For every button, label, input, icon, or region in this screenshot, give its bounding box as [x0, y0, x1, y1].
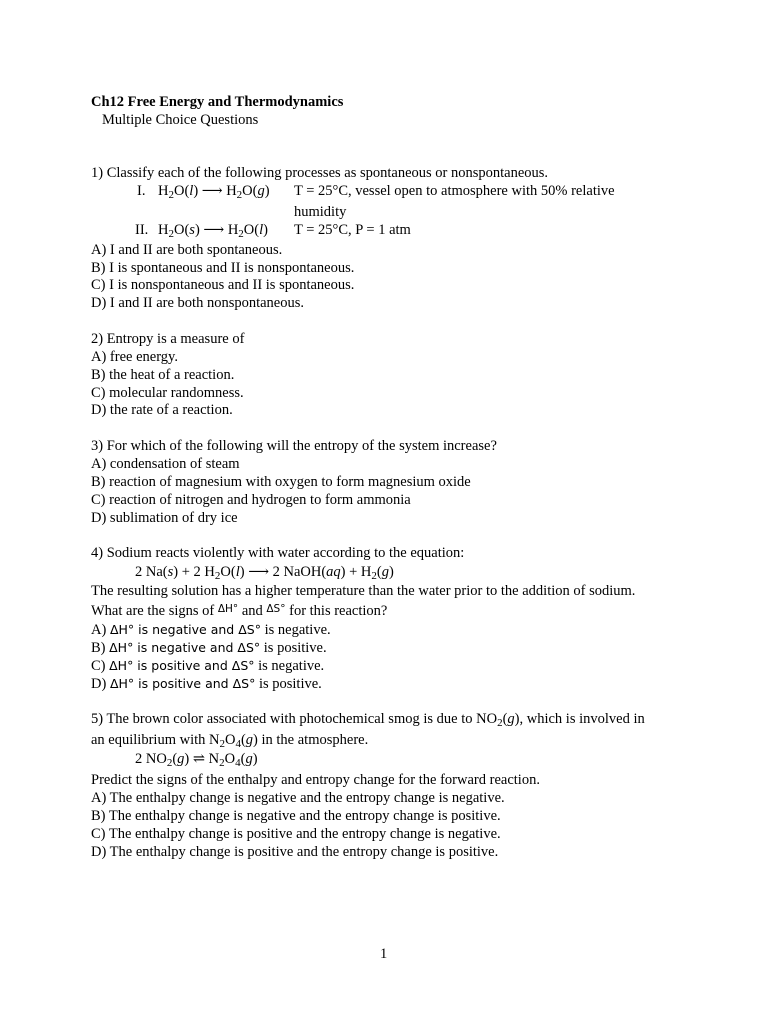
q2-option-d: D) the rate of a reaction. [91, 402, 233, 418]
q5-prompt: Predict the signs of the enthalpy and entropy change for the forward reaction. [91, 772, 540, 788]
q5-equilibrium-text: an equilibrium with $N_2O_4(g)$ in the atmosphere. [91, 732, 369, 750]
q3-option-a: A) condensation of steam [91, 456, 240, 472]
q1-process-ii-conditions: T = 25°C, P = 1 atm [294, 222, 411, 238]
q4-option-c: C) ΔH° is positive and ΔS° is negative. [91, 658, 325, 674]
q4-question: What are the signs of $^{\Delta H^\circ}$ and $^{\Delta S^\circ}$ for this reaction? [91, 603, 388, 619]
q4-option-a: A) ΔH° is negative and ΔS° is negative. [91, 622, 331, 638]
document-title: Ch12 Free Energy and Thermodynamics [91, 94, 344, 110]
q3-option-b: B) reaction of magnesium with oxygen to form magnesium oxide [91, 474, 471, 490]
q1-process-i-conditions: T = 25°C, vessel open to atmosphere with 50% relative [294, 183, 615, 199]
q4-option-d: D) ΔH° is positive and ΔS° is positive. [91, 676, 322, 692]
q5-equation: 2 $NO_2(g)$ ⇌ $N_2O_4(g)$ [135, 751, 258, 769]
q5-option-a: A) The enthalpy change is negative and the entropy change is negative. [91, 790, 505, 806]
q1-option-d: D) I and II are both nonspontaneous. [91, 295, 305, 311]
q3-option-c: C) reaction of nitrogen and hydrogen to form ammonia [91, 492, 411, 508]
question-1-stem: 1) Classify each of the following processes as spontaneous or nonspontaneous. [91, 165, 549, 181]
q3-option-d: D) sublimation of dry ice [91, 510, 238, 526]
q1-process-i-label: I. [137, 183, 146, 199]
q1-process-ii-label: II. [135, 222, 149, 238]
question-4-stem: 4) Sodium reacts violently with water according to the equation: [91, 545, 465, 561]
q5-option-c: C) The enthalpy change is positive and the entropy change is negative. [91, 826, 501, 842]
q5-option-d: D) The enthalpy change is positive and the entropy change is positive. [91, 844, 499, 860]
q1-process-i-conditions-cont: humidity [294, 204, 347, 220]
q1-process-ii-equation: $H_2O(s)$ ⟶ $H_2O(l)$ [158, 222, 268, 240]
question-3-stem: 3) For which of the following will the entropy of the system increase? [91, 438, 497, 454]
q4-equation: 2 Na(s) + 2 $H_2O(l)$ ⟶ 2 NaOH(aq) + $H_2(g)$ [135, 564, 394, 582]
q1-option-b: B) I is spontaneous and II is nonspontaneous. [91, 260, 355, 276]
q4-context: The resulting solution has a higher temperature than the water prior to the addition of sodium. [91, 583, 636, 599]
q2-option-b: B) the heat of a reaction. [91, 367, 235, 383]
q1-option-c: C) I is nonspontaneous and II is spontaneous. [91, 277, 355, 293]
q2-option-c: C) molecular randomness. [91, 385, 244, 401]
q1-process-i-equation: $H_2O(l)$ ⟶ $H_2O(g)$ [158, 183, 270, 201]
page-number: 1 [380, 946, 388, 962]
q5-option-b: B) The enthalpy change is negative and the entropy change is positive. [91, 808, 501, 824]
document-subtitle: Multiple Choice Questions [102, 112, 259, 128]
question-2-stem: 2) Entropy is a measure of [91, 331, 245, 347]
question-5-stem: 5) The brown color associated with photochemical smog is due to $NO_2(g)$, which is involved in [91, 711, 645, 729]
q4-option-b: B) ΔH° is negative and ΔS° is positive. [91, 640, 327, 656]
q2-option-a: A) free energy. [91, 349, 178, 365]
q1-option-a: A) I and II are both spontaneous. [91, 242, 283, 258]
